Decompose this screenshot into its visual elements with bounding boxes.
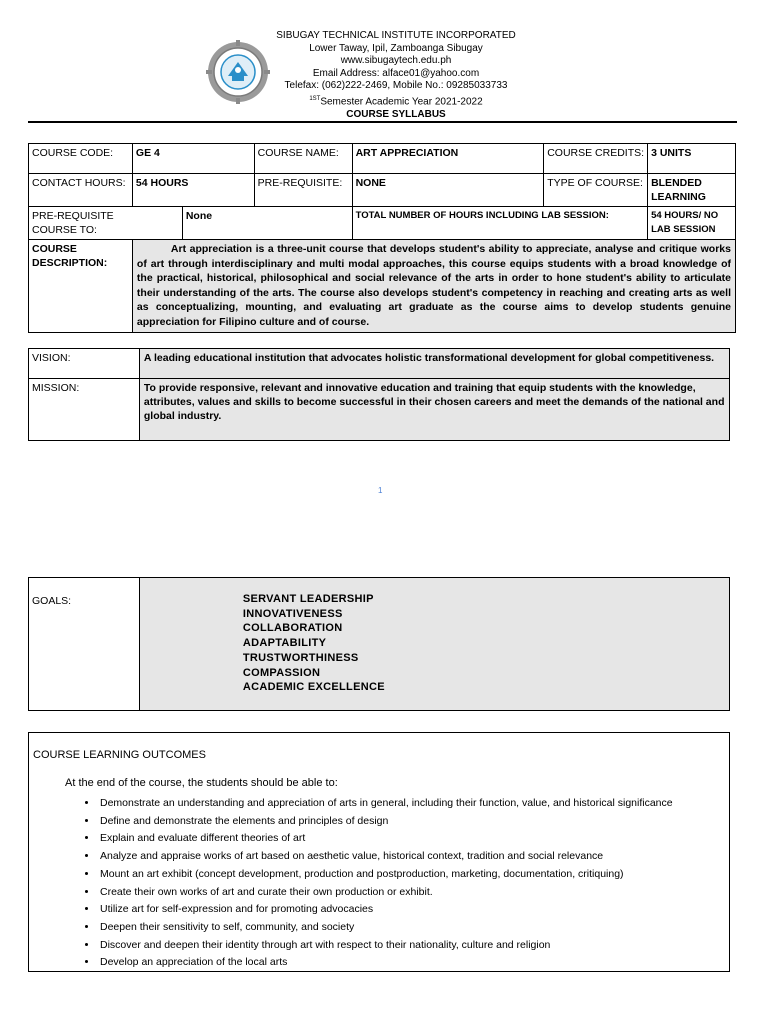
list-item: • Define and demonstrate the elements and principles of design <box>98 813 673 831</box>
table-row <box>29 379 730 441</box>
goal-item: ACADEMIC EXCELLENCE <box>242 681 385 694</box>
vision-label: VISION: <box>29 349 140 379</box>
institution-address: Lower Taway, Ipil, Zamboanga Sibugay <box>309 42 483 54</box>
institution-email: Email Address: alface01@yahoo.com <box>312 67 480 79</box>
table-row <box>29 578 730 711</box>
prerequisite-value: NONE <box>352 174 544 207</box>
course-credits-label: COURSE CREDITS: <box>544 144 648 174</box>
semester-text: Semester Academic Year 2021-2022 <box>320 96 483 108</box>
course-description-text <box>132 240 735 333</box>
total-hours-label: TOTAL NUMBER OF HOURS INCLUDING LAB SESSION: <box>352 207 648 240</box>
prereq-course-to-label: PRE-REQUISITE COURSE TO: <box>29 207 133 240</box>
course-type-value: BLENDED LEARNING <box>648 174 736 207</box>
contact-hours-label: CONTACT HOURS: <box>29 174 133 207</box>
course-description-body: Art appreciation is a three-unit course that develops student's ability to appreciate, analyse and critique works of art through interdisciplinary and multi modal approaches, this course equips students with a broad knowledge of the practical, historical, philosophical and social relevance of the arts in order to hone student's ability to articulate their understanding of the arts. The course also develops student's competency in reaching and creating arts as well as conceptualizing, mounting, and evaluating art graduate as the course aims to develop students genuine appreciation for Filipino culture and of course. <box>136 243 731 328</box>
vision-mission-table <box>28 348 730 441</box>
goal-item: COMPASSION <box>242 666 321 679</box>
goal-item: SERVANT LEADERSHIP <box>242 593 374 605</box>
goal-item: TRUSTWORTHINESS <box>242 651 359 664</box>
course-name-value: ART APPRECIATION <box>352 144 544 174</box>
course-info-table <box>28 143 736 333</box>
contact-hours-value: 54 HOURS <box>132 174 254 207</box>
learning-outcomes-title: COURSE LEARNING OUTCOMES <box>33 749 206 761</box>
list-item: • Develop an appreciation of the local arts <box>98 954 673 972</box>
document-title: COURSE SYLLABUS <box>346 108 446 120</box>
list-item: • Explain and evaluate different theories of art <box>98 830 673 848</box>
goals-table <box>28 577 730 711</box>
institution-telefax: Telefax: (062)222-2469, Mobile No.: 09285033733 <box>284 80 508 92</box>
list-item: • Create their own works of art and curate their own production or exhibit. <box>98 884 673 902</box>
course-code-value: GE 4 <box>132 144 254 174</box>
course-credits-value: 3 UNITS <box>648 144 736 174</box>
header-divider <box>28 121 737 123</box>
course-type-label: TYPE OF COURSE: <box>544 174 648 207</box>
goals-list <box>143 580 726 695</box>
prerequisite-label: PRE-REQUISITE: <box>254 174 352 207</box>
table-row <box>29 144 736 174</box>
table-row <box>29 207 736 240</box>
table-row <box>29 349 730 379</box>
mission-text: To provide responsive, relevant and innovative education and training that equip students with the knowledge, attributes, values and skills to become successful in their chosen careers and meet the demands of the national and global industry. <box>139 379 729 441</box>
institution-website: www.sibugaytech.edu.ph <box>340 55 452 67</box>
total-hours-value: 54 HOURS/ NO LAB SESSION <box>648 207 736 240</box>
goal-item: ADAPTABILITY <box>242 637 327 650</box>
list-item: • Mount an art exhibit (concept development, production and postproduction, marketing, documentation, critiquing) <box>98 866 673 884</box>
course-code-label: COURSE CODE: <box>29 144 133 174</box>
prereq-course-to-value: None <box>182 207 352 240</box>
semester-ordinal: 1ST <box>309 95 321 102</box>
goals-label: GOALS: <box>29 578 140 711</box>
vision-text: A leading educational institution that advocates holistic transformational development for global competitiveness. <box>139 349 729 379</box>
learning-outcomes-intro: At the end of the course, the students should be able to: <box>65 777 338 789</box>
mission-label: MISSION: <box>29 379 140 441</box>
semester-line <box>12 93 768 109</box>
list-item: • Discover and deepen their identity through art with respect to their nationality, culture and religion <box>98 937 673 955</box>
goal-item: COLLABORATION <box>242 622 343 635</box>
learning-outcomes-list <box>84 795 673 972</box>
list-item: • Analyze and appraise works of art based on aesthetic value, historical context, tradition and social relevance <box>98 848 673 866</box>
document-header <box>0 30 768 121</box>
course-description-label: COURSE DESCRIPTION: <box>29 240 133 333</box>
table-row <box>29 174 736 207</box>
course-name-label: COURSE NAME: <box>254 144 352 174</box>
page-number: 1 <box>378 486 383 495</box>
list-item: • Demonstrate an understanding and appreciation of arts in general, including their function, value, and historical significance <box>98 795 673 813</box>
goals-cell <box>139 578 729 711</box>
list-item: • Utilize art for self-expression and for promoting advocacies <box>98 901 673 919</box>
institution-name: SIBUGAY TECHNICAL INSTITUTE INCORPORATED <box>276 30 516 41</box>
learning-outcomes-box <box>28 732 730 972</box>
goal-item: INNOVATIVENESS <box>242 607 343 620</box>
list-item: • Deepen their sensitivity to self, community, and society <box>98 919 673 937</box>
table-row <box>29 240 736 333</box>
